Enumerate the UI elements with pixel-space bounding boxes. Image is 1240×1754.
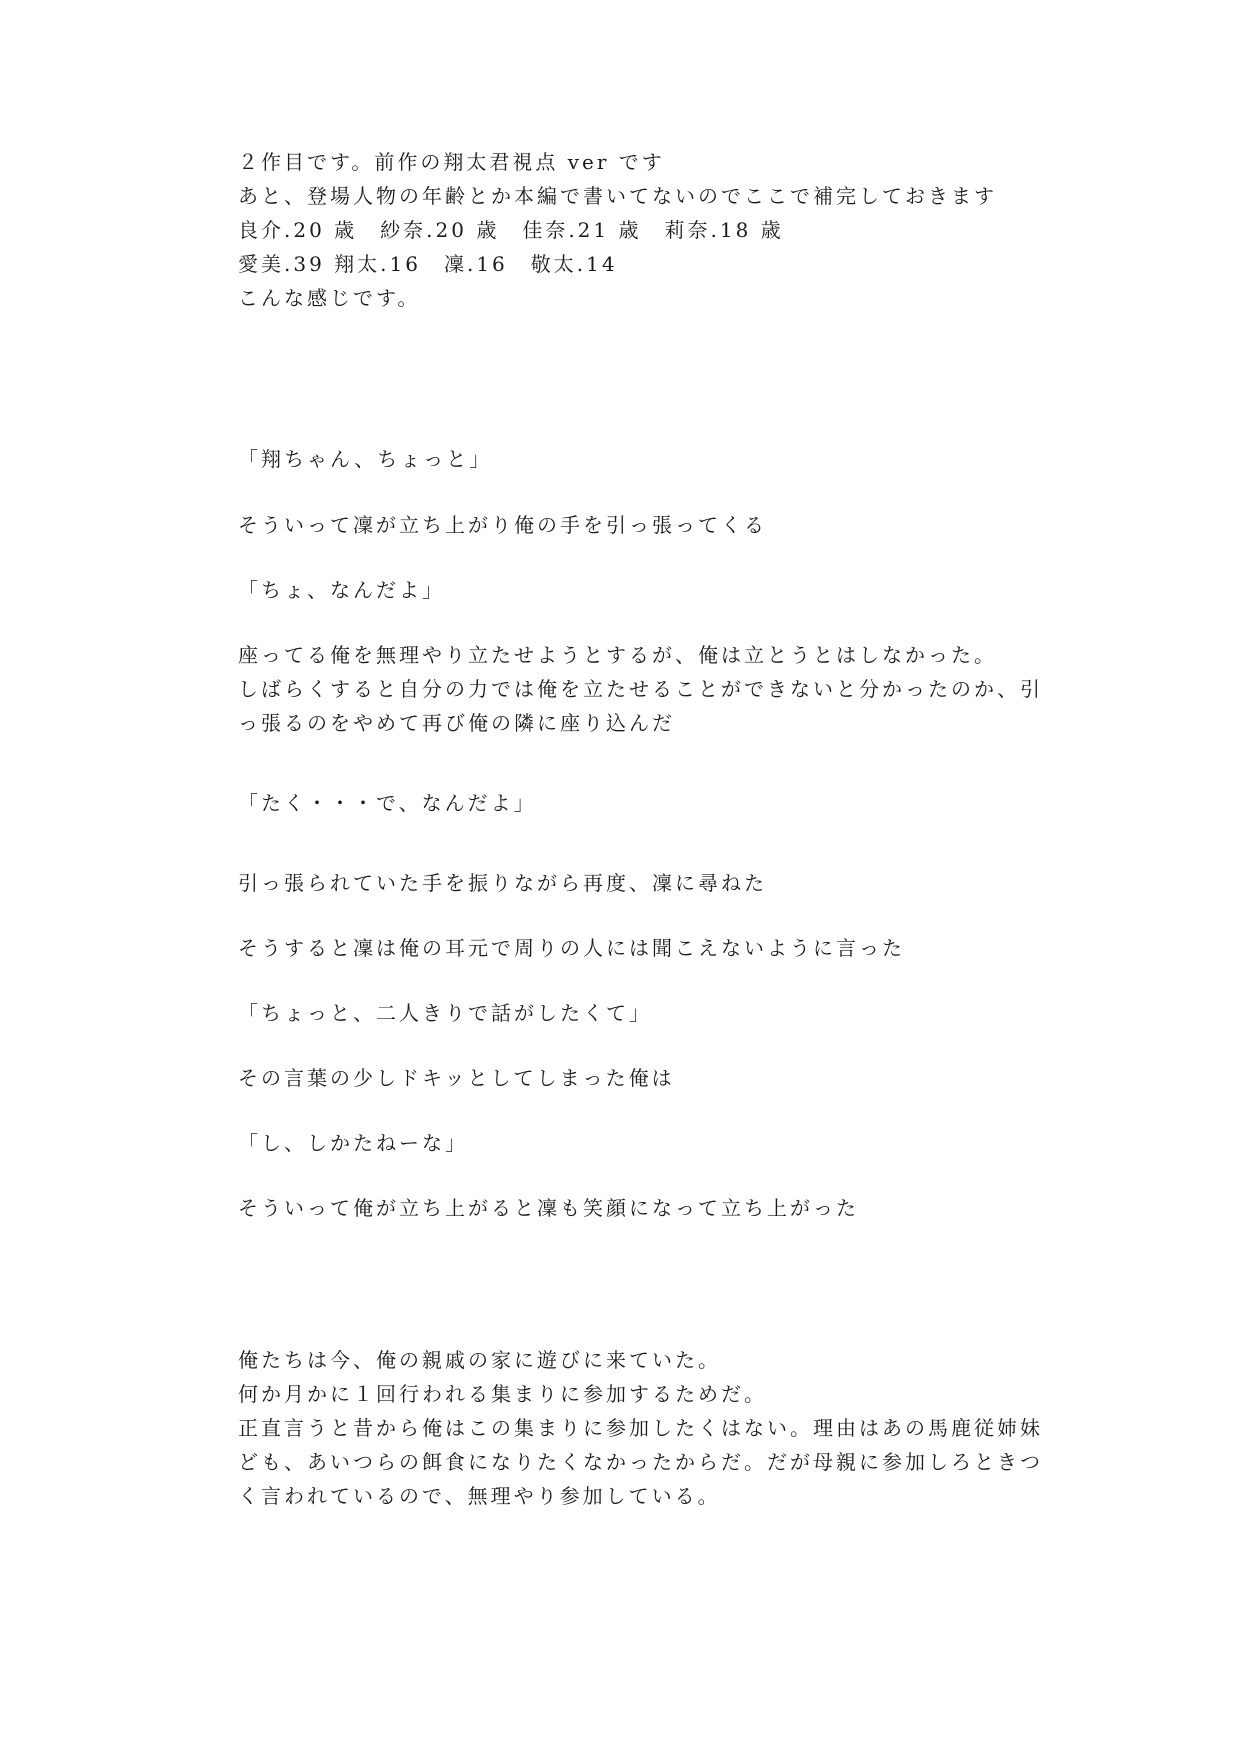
story-line: 「たく・・・で、なんだよ」: [238, 791, 537, 815]
story-line: しばらくすると自分の力では俺を立たせることができないと分かったのか、引: [238, 677, 1043, 701]
story-line: 「ちょ、なんだよ」: [238, 578, 445, 602]
story-line: 「し、しかたねーな」: [238, 1131, 468, 1155]
story-line: 何か月かに１回行われる集まりに参加するためだ。: [238, 1382, 767, 1406]
intro-line: あと、登場人物の年齢とか本編で書いてないのでここで補完しておきます: [238, 184, 997, 208]
intro-line: ２作目です。前作の翔太君視点 ver です: [238, 150, 665, 174]
story-line: く言われているので、無理やり参加している。: [238, 1484, 721, 1508]
story-line: 「翔ちゃん、ちょっと」: [238, 447, 493, 471]
intro-line: 良介.20 歳 紗奈.20 歳 佳奈.21 歳 莉奈.18 歳: [238, 218, 784, 242]
story-line: 引っ張られていた手を振りながら再度、凜に尋ねた: [238, 871, 767, 895]
story-line: っ張るのをやめて再び俺の隣に座り込んだ: [238, 711, 675, 735]
story-line: その言葉の少しドキッとしてしまった俺は: [238, 1066, 675, 1090]
story-line: 俺たちは今、俺の親戚の家に遊びに来ていた。: [238, 1348, 721, 1372]
story-line: 「ちょっと、二人きりで話がしたくて」: [238, 1001, 652, 1025]
intro-line: 愛美.39 翔太.16 凜.16 敬太.14: [238, 252, 618, 276]
story-line: そういって俺が立ち上がると凜も笑顔になって立ち上がった: [238, 1196, 859, 1220]
story-line: そうすると凜は俺の耳元で周りの人には聞こえないように言った: [238, 936, 905, 960]
story-line: ども、あいつらの餌食になりたくなかったからだ。だが母親に参加しろときつ: [238, 1450, 1043, 1474]
intro-line: こんな感じです。: [238, 286, 421, 310]
story-line: そういって凜が立ち上がり俺の手を引っ張ってくる: [238, 513, 767, 537]
story-line: 正直言うと昔から俺はこの集まりに参加したくはない。理由はあの馬鹿従姉妹: [238, 1416, 1043, 1440]
story-line: 座ってる俺を無理やり立たせようとするが、俺は立とうとはしなかった。: [238, 643, 997, 667]
